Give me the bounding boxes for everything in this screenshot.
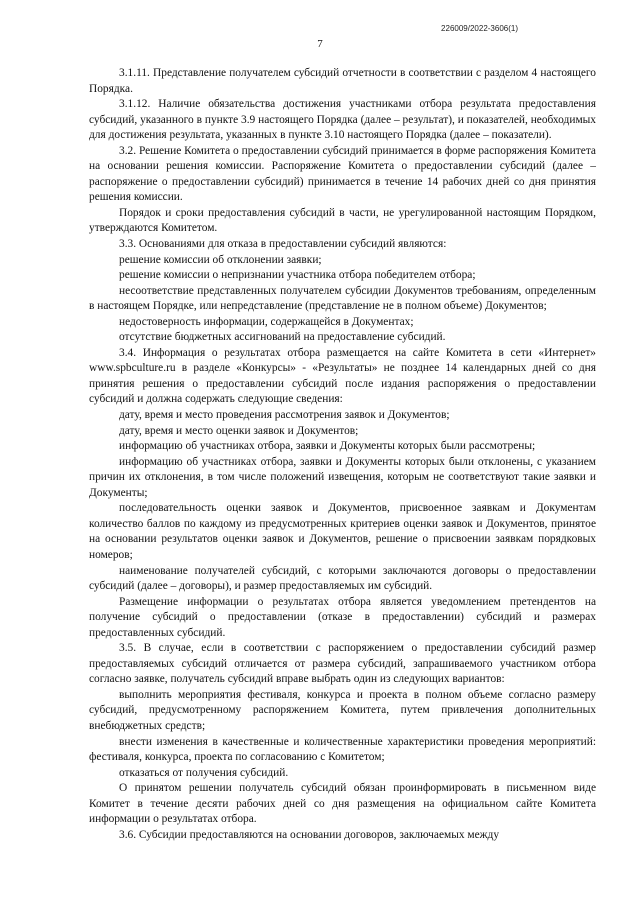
paragraph: 3.5. В случае, если в соответствии с распоряжением о предоставлении субсидий размер предоставляемых субсидий отличается от размера субсидий, запрашиваемого участником отбора согласно заявке, получатель субсидий вправе выбрать один из следующих вариантов: — [89, 642, 596, 686]
page-number: 7 — [317, 38, 323, 50]
paragraph: внести изменения в качественные и количественные характеристики проведения мероприятий: фестиваля, конкурса, проекта по согласованию с Комитетом; — [89, 735, 596, 764]
paragraph: информацию об участниках отбора, заявки и Документы которых были рассмотрены; — [119, 440, 536, 453]
paragraph: 3.1.11. Представление получателем субсидий отчетности в соответствии с разделом 4 настоящего Порядка. — [89, 67, 596, 95]
paragraph: решение комиссии об отклонении заявки; — [119, 253, 322, 266]
paragraph: 3.3. Основаниями для отказа в предоставлении субсидий являются: — [119, 238, 447, 251]
document-id: 226009/2022-3606(1) — [441, 24, 518, 33]
paragraph: несоответствие представленных получателем субсидии Документов требованиям, определенным в настоящем Порядке, или непредставление (представление не в полном объеме) Документов; — [89, 284, 596, 313]
paragraph: 3.2. Решение Комитета о предоставлении субсидий принимается в форме распоряжения Комитета на основании решения комиссии. Распоряжение Комитета о предоставлении субсидий (далее – распоряжение о предоставлении субсидий) принимается в течение 14 рабочих дней со дня принятия решения комиссии. — [89, 144, 596, 204]
paragraph: наименование получателей субсидий, с которыми заключаются договоры о предоставлении субсидий (далее – договоры), и размер предоставляемых им субсидий. — [89, 564, 596, 593]
paragraph: 3.4. Информация о результатах отбора размещается на сайте Комитета в сети «Интернет» www.spbculture.ru в разделе «Конкурсы» - «Результаты» не позднее 14 календарных дней со дня принятия решения о предоставлении субсидий после издания распоряжения о предоставлении субсидий и должна содержать следующие сведения: — [89, 346, 596, 406]
paragraph: дату, время и место оценки заявок и Документов; — [119, 424, 359, 437]
paragraph: недостоверность информации, содержащейся в Документах; — [119, 315, 414, 328]
paragraph: отсутствие бюджетных ассигнований на предоставление субсидий. — [119, 331, 446, 344]
paragraph: 3.1.12. Наличие обязательства достижения участниками отбора результата предоставления субсидий, указанного в пункте 3.9 настоящего Порядка (далее – результат), и показателей, необходимых для достижения результата, указанных в пункте 3.10 настоящего Порядка (далее – показатели). — [89, 98, 596, 142]
paragraph: Размещение информации о результатах отбора является уведомлением претендентов на получение субсидий о предоставлении (отказе в предоставлении) субсидий и размерах предоставленных субсидий. — [89, 595, 596, 639]
paragraph: выполнить мероприятия фестиваля, конкурса и проекта в полном объеме согласно размеру субсидий, предусмотренному распоряжением Комитета, путем привлечения дополнительных внебюджетных средств; — [89, 688, 596, 732]
paragraph: последовательность оценки заявок и Документов, присвоенное заявкам и Документам количество баллов по каждому из предусмотренных критериев оценки заявок и Документов, принятое на основании результатов оценки заявок и Документов, решение о присвоении заявкам порядковых номеров; — [89, 502, 596, 561]
paragraph: Порядок и сроки предоставления субсидий в части, не урегулированной настоящим Порядком, утверждаются Комитетом. — [89, 206, 596, 235]
paragraph: дату, время и место проведения рассмотрения заявок и Документов; — [119, 409, 450, 422]
paragraph: 3.6. Субсидии предоставляются на основании договоров, заключаемых между — [119, 828, 500, 841]
paragraph: отказаться от получения субсидий. — [119, 766, 289, 779]
paragraph: информацию об участниках отбора, заявки и Документы которых были отклонены, с указанием причин их отклонения, в том числе положений извещения, которым не соответствуют такие заявки и Документы; — [89, 455, 596, 499]
paragraph: О принятом решении получатель субсидий обязан проинформировать в письменном виде Комитет в течение десяти рабочих дней со дня размещения на официальном сайте Комитета информации о результатах отбора. — [89, 782, 596, 826]
paragraph: решение комиссии о непризнании участника отбора победителем отбора; — [119, 269, 476, 282]
document-body — [89, 66, 596, 843]
